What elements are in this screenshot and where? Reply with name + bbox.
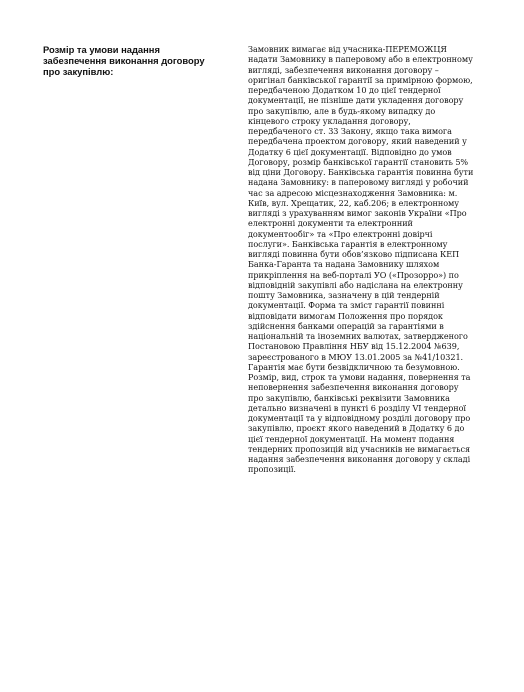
requirement-label: Розмір та умови надання забезпечення виконання договору про закупівлю:	[43, 44, 205, 78]
tender-requirement-row	[43, 44, 493, 475]
requirement-description: Замовник вимагає від учасника-ПЕРЕМОЖЦЯ надати Замовнику в паперовому або в електронному вигляді, забезпечення виконання договору – оригінал банківської гарантії за примірною формою, передбаченою Додатком 10 до цієї тендерної документації, не пізніше дати укладення договору про закупівлю, але в будь-якому випадку до кінцевого строку укладання договору, передбаченого ст. 33 Закону, якщо така вимога передбачена проектом договору, який наведений у Додатку 6 цієї документації. Відповідно до умов Договору, розмір банківської гарантії становить 5% від ціни Договору. Банківська гарантія повинна бути надана Замовнику: в паперовому вигляді у робочий час за адресою місцезнаходження Замовника: м. Київ, вул. Хрещатик, 22, каб.206; в електронному вигляді з урахуванням вимог законів України «Про електронні документи та електронний документообіг» та «Про електронні довірчі послуги». Банківська гарантія в електронному вигляді повинна бути обов’язково підписана КЕП Банка-Гаранта та надана Замовнику шляхом прикріплення на веб-порталі УО («Прозорро») по відповідній закупівлі або надіслана на електронну пошту Замовника, зазначену в цій тендерній документації. Форма та зміст гарантії повинні відповідати вимогам Положення про порядок здійснення банками операцій за гарантіями в національній та іноземних валютах, затвердженого Постановою Правління НБУ від 15.12.2004 №639, зареєстрованого в МЮУ 13.01.2005 за №41/10321. Гарантія має бути безвідкличною та безумовною. Розмір, вид, строк та умови надання, повернення та неповернення забезпечення виконання договору про закупівлю, банківські реквізити Замовника детально визначені в пункті 6 розділу VI тендерної документації та у відповідному розділі договору про закупівлю, проєкт якого наведений в Додатку 6 до цієї тендерної документації. На момент подання тендерних пропозицій від учасників не вимагається надання забезпечення виконання договору у складі пропозиції.	[248, 44, 474, 475]
